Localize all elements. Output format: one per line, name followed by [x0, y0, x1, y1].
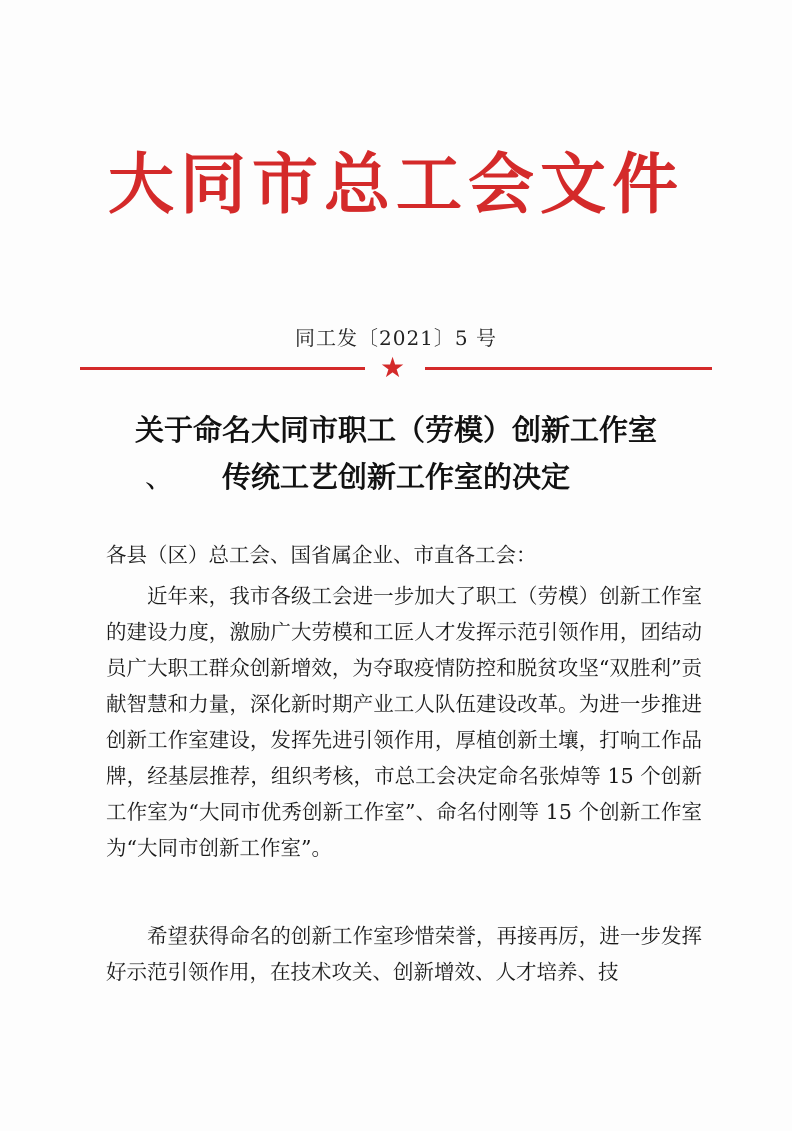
- document-title-line2: 传统工艺创新工作室的决定: [221, 460, 570, 494]
- body-paragraph: 近年来，我市各级工会进一步加大了职工（劳模）创新工作室的建设力度，激励广大劳模和工匠人才发挥示范引领作用，团结动员广大职工群众创新增效，为夺取疫情防控和脱贫攻坚“双胜利”贡献智慧和力量，深化新时期产业工人队伍建设改革。为进一步推进创新工作室建设，发挥先进引领作用，厚植创新土壤，打响工作品牌，经基层推荐，组织考核，市总工会决定命名张焯等 15 个创新工作室为“大同市优秀创新工作室”、命名付刚等 15 个创新工作室为“大同市创新工作室”。: [106, 584, 702, 860]
- body-paragraph: 希望获得命名的创新工作室珍惜荣誉，再接再厉，进一步发挥好示范引领作用，在技术攻关、创新增效、人才培养、技: [106, 924, 702, 984]
- body-paragraph-1-block: [106, 578, 702, 866]
- salutation-block: [106, 537, 702, 573]
- red-divider: [80, 351, 712, 384]
- salutation: 各县（区）总工会、国省属企业、市直各工会：: [106, 543, 537, 567]
- star-icon: ★: [380, 351, 406, 384]
- title-separator: 、: [145, 460, 175, 494]
- document-number: 同工发〔2021〕5 号: [295, 326, 497, 350]
- body-paragraph-2-block: [106, 918, 702, 990]
- divider-line-right: [425, 367, 712, 370]
- divider-line-left: [80, 367, 365, 370]
- document-title-line1: 关于命名大同市职工（劳模）创新工作室: [134, 413, 657, 447]
- masthead-title: 大同市总工会文件: [108, 146, 684, 223]
- document-title-line2-wrap: [0, 455, 792, 496]
